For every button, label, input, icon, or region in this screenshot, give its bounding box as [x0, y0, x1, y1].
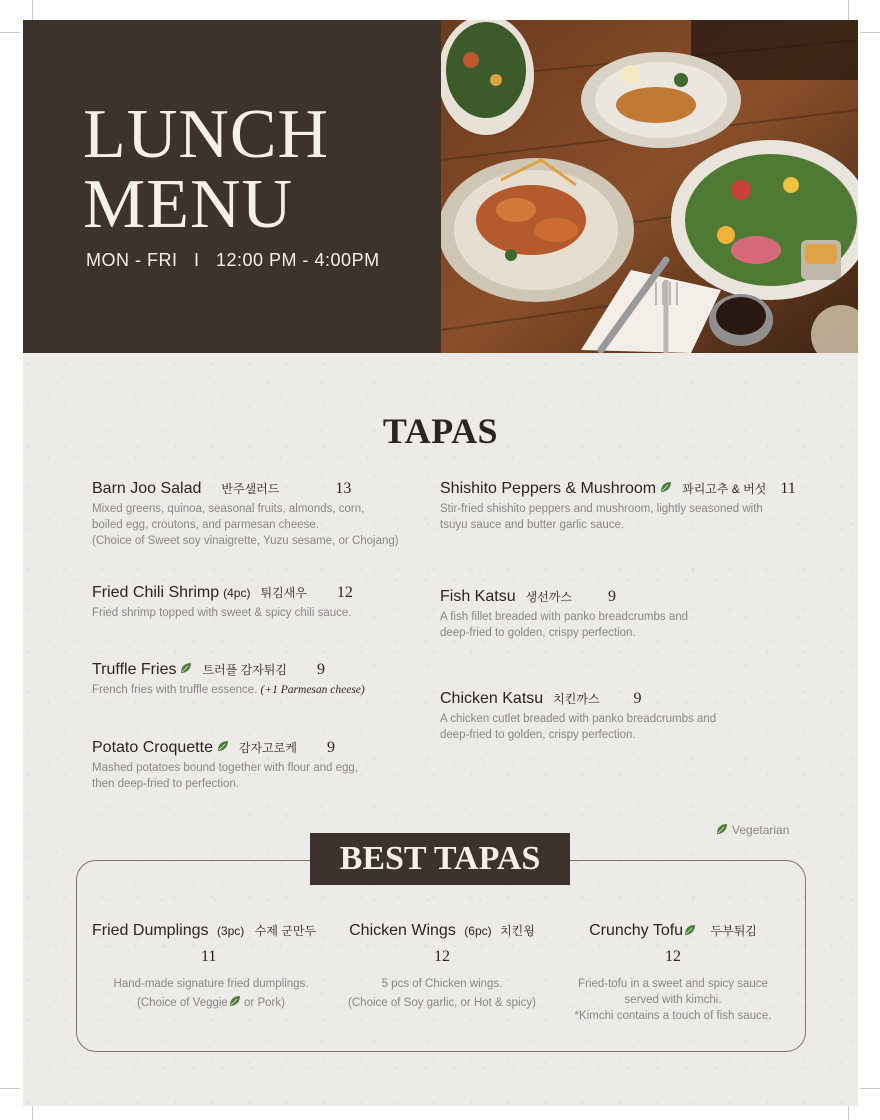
menu-title [83, 96, 330, 243]
menu-item [92, 584, 353, 621]
vegetarian-legend [716, 823, 789, 837]
item-description-line: A chicken cutlet breaded with panko breadcrumbs and [440, 713, 717, 725]
item-quantity: (4pc) [223, 586, 251, 600]
crop-mark [860, 32, 880, 33]
best-menu-item [339, 922, 545, 1011]
item-price: 11 [201, 948, 217, 965]
item-korean-name: 꽈리고추 & 버섯 [682, 482, 767, 496]
item-name: Potato Croquette [92, 739, 213, 756]
item-description-line: *Kimchi contains a touch of fish sauce. [574, 1010, 772, 1022]
hours-text: MON - FRI I 12:00 PM - 4:00PM [86, 250, 380, 270]
item-quantity: (6pc) [464, 924, 492, 938]
item-description-line: Fried shrimp topped with sweet & spicy chili sauce. [92, 607, 352, 619]
item-description [92, 605, 353, 621]
item-korean-name: 수제 군만두 [254, 924, 317, 938]
item-korean-name: 치킨까스 [553, 692, 600, 706]
menu-item [440, 480, 796, 533]
crop-mark [848, 0, 849, 20]
item-header [92, 584, 353, 602]
item-name: Crunchy Tofu [589, 922, 684, 939]
item-header [92, 739, 358, 757]
item-korean-name: 반주샐러드 [221, 482, 280, 496]
item-name: Shishito Peppers & Mushroom [440, 480, 657, 497]
header-panel [23, 20, 441, 353]
item-price: 9 [607, 588, 616, 605]
item-header [92, 480, 399, 498]
item-header [440, 588, 688, 606]
best-menu-item [86, 922, 336, 1011]
item-description [440, 501, 796, 533]
menu-item [92, 480, 399, 549]
leaf-icon [229, 995, 241, 1007]
item-price: 12 [434, 948, 450, 965]
item-description [339, 976, 545, 1011]
item-description [92, 682, 365, 698]
menu-title-line1: LUNCH [83, 96, 330, 173]
item-description-line: tsuyu sauce and butter garlic sauce. [440, 519, 625, 531]
item-description [92, 760, 358, 792]
item-price: 11 [780, 480, 796, 497]
item-description-line: deep-fried to golden, crispy perfection. [440, 729, 636, 741]
item-description-line: deep-fried to golden, crispy perfection. [440, 627, 636, 639]
crop-mark [32, 0, 33, 20]
item-description-line: served with kimchi. [624, 994, 722, 1006]
best-menu-item [563, 922, 783, 1024]
food-photo-illustration [441, 20, 858, 353]
item-description [86, 976, 336, 1011]
item-header [440, 690, 716, 708]
item-name: Fried Dumplings [92, 922, 209, 939]
item-description-line: Fried-tofu in a sweet and spicy sauce [578, 978, 768, 990]
item-name: Chicken Wings [349, 922, 456, 939]
item-korean-name: 생선까스 [525, 590, 572, 604]
item-header [92, 661, 365, 679]
item-price: 9 [316, 661, 325, 678]
item-quantity: (3pc) [216, 924, 245, 938]
item-description-line: French fries with truffle essence. [92, 684, 258, 696]
vegetarian-label: Vegetarian [732, 823, 790, 837]
item-price: 13 [335, 480, 352, 497]
food-photo [441, 20, 858, 353]
item-price: 9 [326, 739, 335, 756]
item-name: Fried Chili Shrimp [92, 584, 220, 601]
crop-mark [860, 1088, 880, 1089]
crop-mark [0, 32, 20, 33]
item-korean-name: 트러플 감자튀김 [202, 663, 287, 677]
item-description [440, 609, 688, 641]
item-korean-name: 감자고로케 [238, 741, 297, 755]
item-note: (+1 Parmesan cheese) [260, 684, 365, 696]
item-description-line: A fish fillet breaded with panko breadcrumbs and [440, 611, 689, 623]
item-description-line: Hand-made signature fried dumplings. [113, 978, 309, 990]
item-name: Chicken Katsu [440, 690, 544, 707]
item-description-line: Mixed greens, quinoa, seasonal fruits, almonds, corn, [92, 503, 365, 515]
leaf-icon [180, 662, 192, 674]
item-choice [86, 995, 336, 1011]
item-header [339, 922, 545, 940]
item-description [440, 711, 716, 743]
item-choice-suffix: or Pork) [240, 997, 285, 1009]
item-korean-name: 치킨윙 [500, 924, 535, 938]
best-tapas-title: BEST TAPAS [310, 833, 570, 885]
item-description-line: Mashed potatoes bound together with flour and egg, [92, 762, 358, 774]
item-description-line: Stir-fried shishito peppers and mushroom, lightly seasoned with [440, 503, 763, 515]
leaf-icon [217, 740, 229, 752]
menu-title-line2: MENU [83, 166, 294, 243]
crop-mark [0, 1088, 20, 1089]
item-price: 12 [665, 948, 681, 965]
menu-item [440, 690, 716, 743]
tapas-title: TAPAS [382, 411, 499, 451]
item-header [563, 922, 783, 940]
item-korean-name: 두부튀김 [710, 924, 757, 938]
item-description-line: (Choice of Soy garlic, or Hot & spicy) [348, 997, 536, 1009]
item-korean-name: 튀김새우 [260, 586, 307, 600]
item-choice-prefix: (Choice of Veggie [137, 997, 228, 1009]
item-description-line: 5 pcs of Chicken wings. [381, 978, 503, 990]
item-price: 9 [633, 690, 642, 707]
item-name: Barn Joo Salad [92, 480, 202, 497]
menu-sheet [23, 20, 858, 1106]
leaf-icon [684, 924, 696, 936]
menu-item [440, 588, 688, 641]
item-name: Truffle Fries [92, 661, 177, 678]
item-description [563, 976, 783, 1024]
item-description-line: boiled egg, croutons, and parmesan cheese. [92, 519, 319, 531]
menu-item [92, 661, 365, 698]
menu-item [92, 739, 358, 792]
leaf-icon [716, 823, 728, 835]
item-description-line: (Choice of Sweet soy vinaigrette, Yuzu sesame, or Chojang) [92, 535, 399, 547]
item-header [440, 480, 796, 498]
item-description [92, 501, 399, 549]
item-description-line: then deep-fried to perfection. [92, 778, 240, 790]
item-header [86, 922, 336, 940]
item-price: 12 [336, 584, 353, 601]
item-name: Fish Katsu [440, 588, 516, 605]
leaf-icon [660, 481, 672, 493]
